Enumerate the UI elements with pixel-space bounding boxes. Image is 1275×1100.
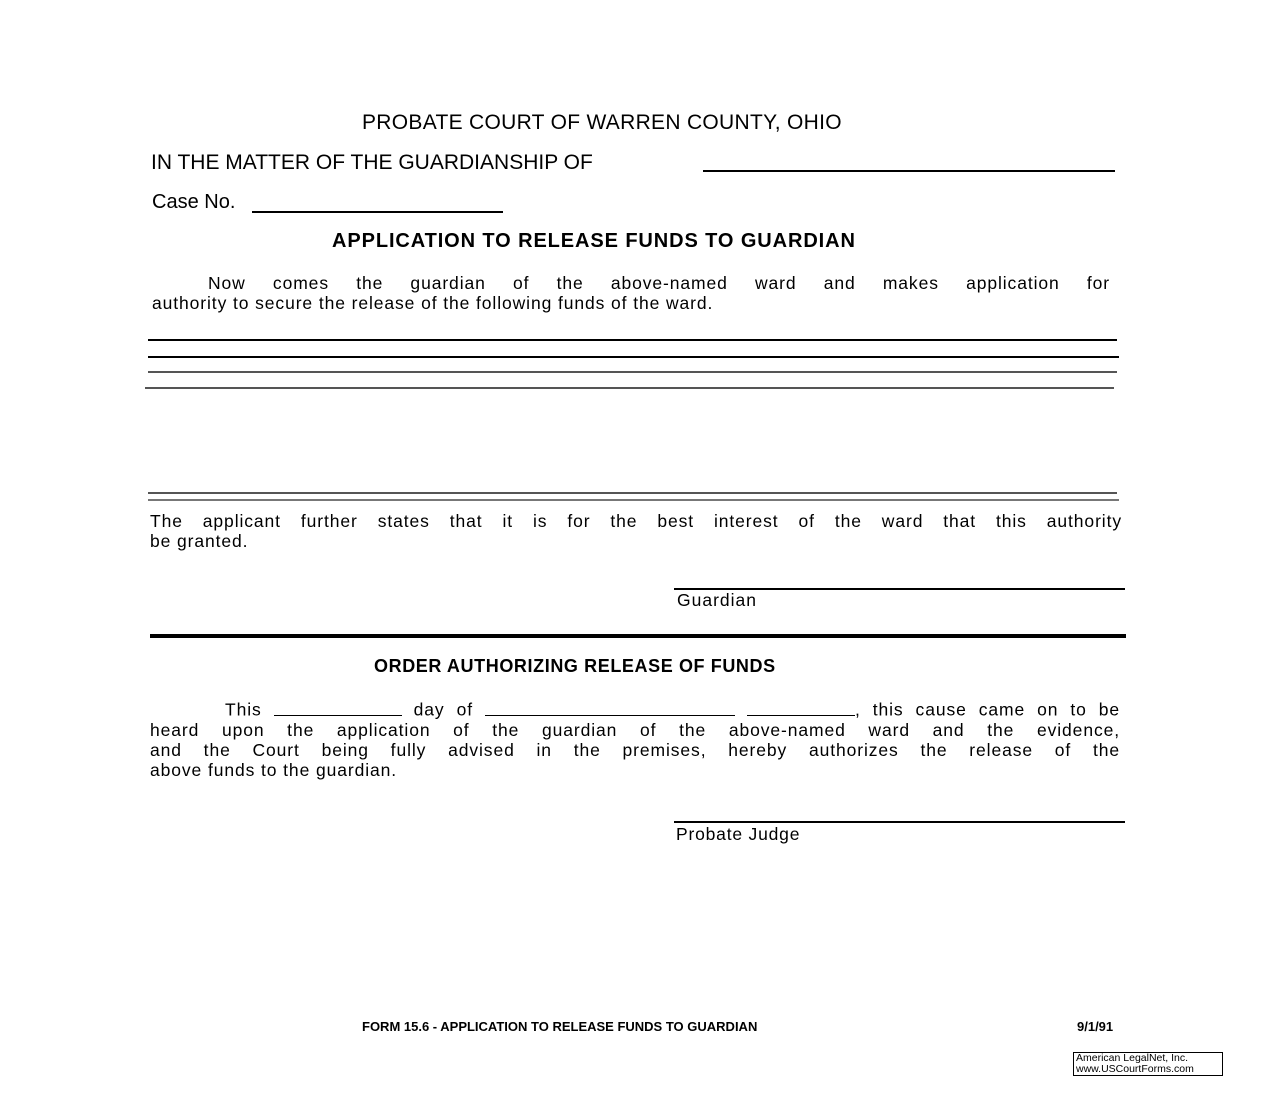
order-line-4: above funds to the guardian. — [150, 759, 398, 780]
order-line-1 — [150, 697, 1120, 720]
application-intro — [152, 273, 1110, 313]
guardian-label: Guardian — [677, 590, 757, 610]
funds-line-2[interactable] — [148, 356, 1119, 358]
application-title: APPLICATION TO RELEASE FUNDS TO GUARDIAN — [332, 230, 856, 252]
court-title: PROBATE COURT OF WARREN COUNTY, OHIO — [362, 111, 842, 134]
funds-line-4[interactable] — [145, 387, 1114, 389]
year-field[interactable] — [747, 697, 855, 716]
intro-line-2: authority to secure the release of the following funds of the ward. — [152, 293, 714, 313]
application-statement — [150, 511, 1122, 551]
intro-line-1: Now comes the guardian of the above-named ward and makes application for — [208, 273, 1110, 293]
judge-signature-line[interactable] — [674, 821, 1125, 823]
day-field[interactable] — [274, 697, 402, 716]
form-date: 9/1/91 — [1077, 1019, 1114, 1034]
order-body — [150, 697, 1120, 780]
publisher-url[interactable]: www.USCourtForms.com — [1076, 1063, 1194, 1075]
order-title: ORDER AUTHORIZING RELEASE OF FUNDS — [374, 656, 776, 676]
order-line-1-end: , this cause came on to be — [854, 699, 1121, 720]
funds-line-1[interactable] — [148, 339, 1117, 341]
month-field[interactable] — [485, 697, 735, 716]
ward-name-field[interactable] — [703, 170, 1115, 172]
order-line-3: and the Court being fully advised in the premises, hereby authorizes the release of the — [150, 739, 1120, 760]
guardianship-label: IN THE MATTER OF THE GUARDIANSHIP OF — [151, 151, 593, 174]
statement-line-2: be granted. — [150, 531, 249, 551]
judge-label: Probate Judge — [676, 824, 801, 844]
day-of-text: day of — [413, 699, 473, 720]
this-text: This — [225, 699, 262, 720]
publisher-box — [1073, 1052, 1223, 1076]
form-footer: FORM 15.6 - APPLICATION TO RELEASE FUNDS TO GUARDIAN — [362, 1019, 758, 1034]
case-number-label: Case No. — [152, 191, 236, 213]
funds-line-3[interactable] — [148, 371, 1117, 373]
order-line-2: heard upon the application of the guardian of the above-named ward and the evidence, — [150, 719, 1120, 740]
funds-line-5[interactable] — [148, 492, 1117, 494]
section-divider — [150, 634, 1126, 638]
case-number-field[interactable] — [252, 211, 503, 213]
statement-line-1: The applicant further states that it is for the best interest of the ward that this authority — [150, 511, 1122, 531]
publisher-name: American LegalNet, Inc. — [1076, 1052, 1189, 1064]
funds-line-6[interactable] — [148, 499, 1119, 501]
